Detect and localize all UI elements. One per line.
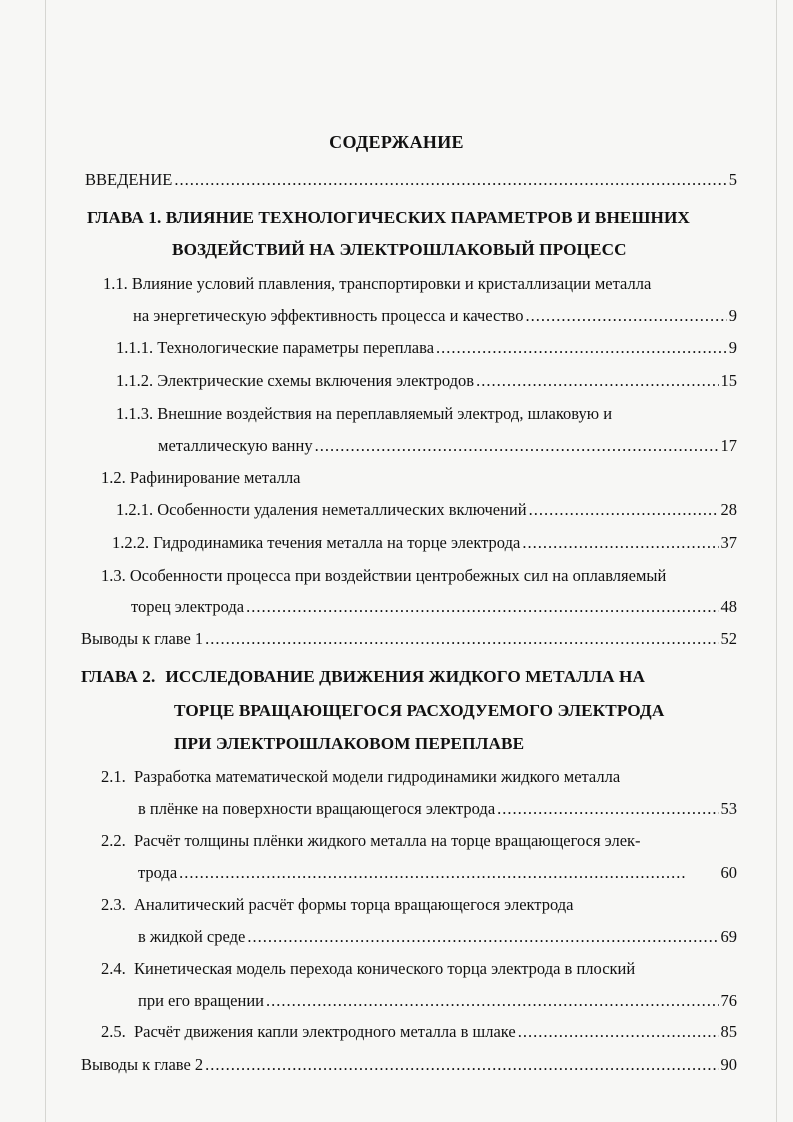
leader-dots <box>179 863 686 883</box>
toc-entry-1-1-line2[interactable] <box>133 306 737 326</box>
page-number: 15 <box>720 371 737 390</box>
page-number: 85 <box>720 1022 737 1041</box>
leader-dots <box>315 436 719 456</box>
page-number: 9 <box>728 338 737 357</box>
toc-entry-1-1-1[interactable] <box>116 338 737 358</box>
toc-entry-1-1-2[interactable] <box>116 371 737 391</box>
page-number: 28 <box>720 500 737 519</box>
chapter-1-heading-line2[interactable]: ВОЗДЕЙСТВИЙ НА ЭЛЕКТРОШЛАКОВЫЙ ПРОЦЕСС <box>172 240 627 259</box>
leader-dots <box>526 306 727 326</box>
page-edge-right <box>776 0 777 1122</box>
page-number: 5 <box>728 170 737 189</box>
toc-entry-1-2[interactable]: 1.2. Рафинирование металла <box>101 468 301 487</box>
leader-dots <box>436 338 727 358</box>
toc-label: 2.5. Расчёт движения капли электродного металла в шлаке <box>101 1022 516 1041</box>
toc-entry-1-1-3-line1[interactable]: 1.1.3. Внешние воздействия на переплавляемый электрод, шлаковую и <box>116 404 613 423</box>
page-number: 48 <box>720 597 737 616</box>
toc-entry-conclusions-1[interactable] <box>81 629 737 649</box>
page-number: 60 <box>720 863 737 882</box>
toc-label: 1.2.2. Гидродинамика течения металла на торце электрода <box>112 533 521 552</box>
toc-entry-1-2-2[interactable] <box>112 533 737 553</box>
chapter-1-heading-line1[interactable]: ГЛАВА 1. ВЛИЯНИЕ ТЕХНОЛОГИЧЕСКИХ ПАРАМЕТРОВ И ВНЕШНИХ <box>87 208 690 227</box>
page-number: 90 <box>720 1055 737 1074</box>
toc-entry-2-4-line2[interactable] <box>138 991 737 1011</box>
page-number: 52 <box>720 629 737 648</box>
toc-entry-conclusions-2[interactable] <box>81 1055 737 1075</box>
toc-label: в плёнке на поверхности вращающегося электрода <box>138 799 496 818</box>
toc-entry-1-1-line1[interactable]: 1.1. Влияние условий плавления, транспортировки и кристаллизации металла <box>103 274 652 293</box>
toc-label: 1.1.1. Технологические параметры переплава <box>116 338 435 357</box>
toc-label: ВВЕДЕНИЕ <box>85 170 173 189</box>
toc-entry-2-1-line1[interactable]: 2.1. Разработка математической модели гидродинамики жидкого металла <box>101 767 621 786</box>
toc-label: в жидкой среде <box>138 927 246 946</box>
toc-label: торец электрода <box>131 597 245 616</box>
toc-entry-2-1-line2[interactable] <box>138 799 737 819</box>
leader-dots <box>205 1055 718 1075</box>
page-number: 37 <box>720 533 737 552</box>
toc-label: металлическую ванну <box>158 436 313 455</box>
toc-entry-2-3-line2[interactable] <box>138 927 737 947</box>
toc-label: 1.1.2. Электрические схемы включения электродов <box>116 371 475 390</box>
toc-entry-1-3-line1[interactable]: 1.3. Особенности процесса при воздействии центробежных сил на оплавляемый <box>101 566 667 585</box>
toc-label: на энергетическую эффективность процесса и качество <box>133 306 524 325</box>
toc-entry-2-4-line1[interactable]: 2.4. Кинетическая модель перехода конического торца электрода в плоский <box>101 959 636 978</box>
toc-entry-2-5[interactable] <box>101 1022 737 1042</box>
toc-entry-1-1-3-line2[interactable] <box>158 436 737 456</box>
leader-dots <box>266 991 719 1011</box>
leader-dots <box>522 533 718 553</box>
toc-label: трода <box>138 863 178 882</box>
toc-label: 1.2.1. Особенности удаления неметаллических включений <box>116 500 527 519</box>
toc-entry-2-3-line1[interactable]: 2.3. Аналитический расчёт формы торца вращающегося электрода <box>101 895 574 914</box>
chapter-2-heading-line1[interactable] <box>81 666 645 688</box>
page-number: 9 <box>728 306 737 325</box>
chapter-2-heading-line2[interactable]: ТОРЦЕ ВРАЩАЮЩЕГОСЯ РАСХОДУЕМОГО ЭЛЕКТРОДА <box>174 701 665 720</box>
chapter-2-title: ИССЛЕДОВАНИЕ ДВИЖЕНИЯ ЖИДКОГО МЕТАЛЛА НА <box>165 667 646 686</box>
leader-dots <box>497 799 718 819</box>
leader-dots <box>247 927 718 947</box>
leader-dots <box>246 597 718 617</box>
toc-entry-2-2-line1[interactable]: 2.2. Расчёт толщины плёнки жидкого металла на торце вращающегося элек- <box>101 831 641 850</box>
toc-label: Выводы к главе 2 <box>81 1055 204 1074</box>
chapter-2-number: ГЛАВА 2. <box>81 667 156 686</box>
leader-dots <box>205 629 718 649</box>
page-number: 69 <box>720 927 737 946</box>
leader-dots <box>174 170 726 190</box>
leader-dots <box>476 371 718 391</box>
page-title: СОДЕРЖАНИЕ <box>329 132 464 152</box>
leader-dots <box>529 500 719 520</box>
page-number: 76 <box>720 991 737 1010</box>
toc-entry-2-2-line2[interactable] <box>138 863 737 883</box>
toc-entry-intro[interactable] <box>85 170 737 190</box>
toc-label: при его вращении <box>138 991 264 1010</box>
toc-entry-1-2-1[interactable] <box>116 500 737 520</box>
toc-label: Выводы к главе 1 <box>81 629 204 648</box>
page-number: 17 <box>720 436 737 455</box>
leader-dots <box>518 1022 719 1042</box>
page-edge-left <box>45 0 46 1122</box>
chapter-2-heading-line3[interactable]: ПРИ ЭЛЕКТРОШЛАКОВОМ ПЕРЕПЛАВЕ <box>174 734 525 753</box>
page-number: 53 <box>720 799 737 818</box>
toc-entry-1-3-line2[interactable] <box>131 597 737 617</box>
